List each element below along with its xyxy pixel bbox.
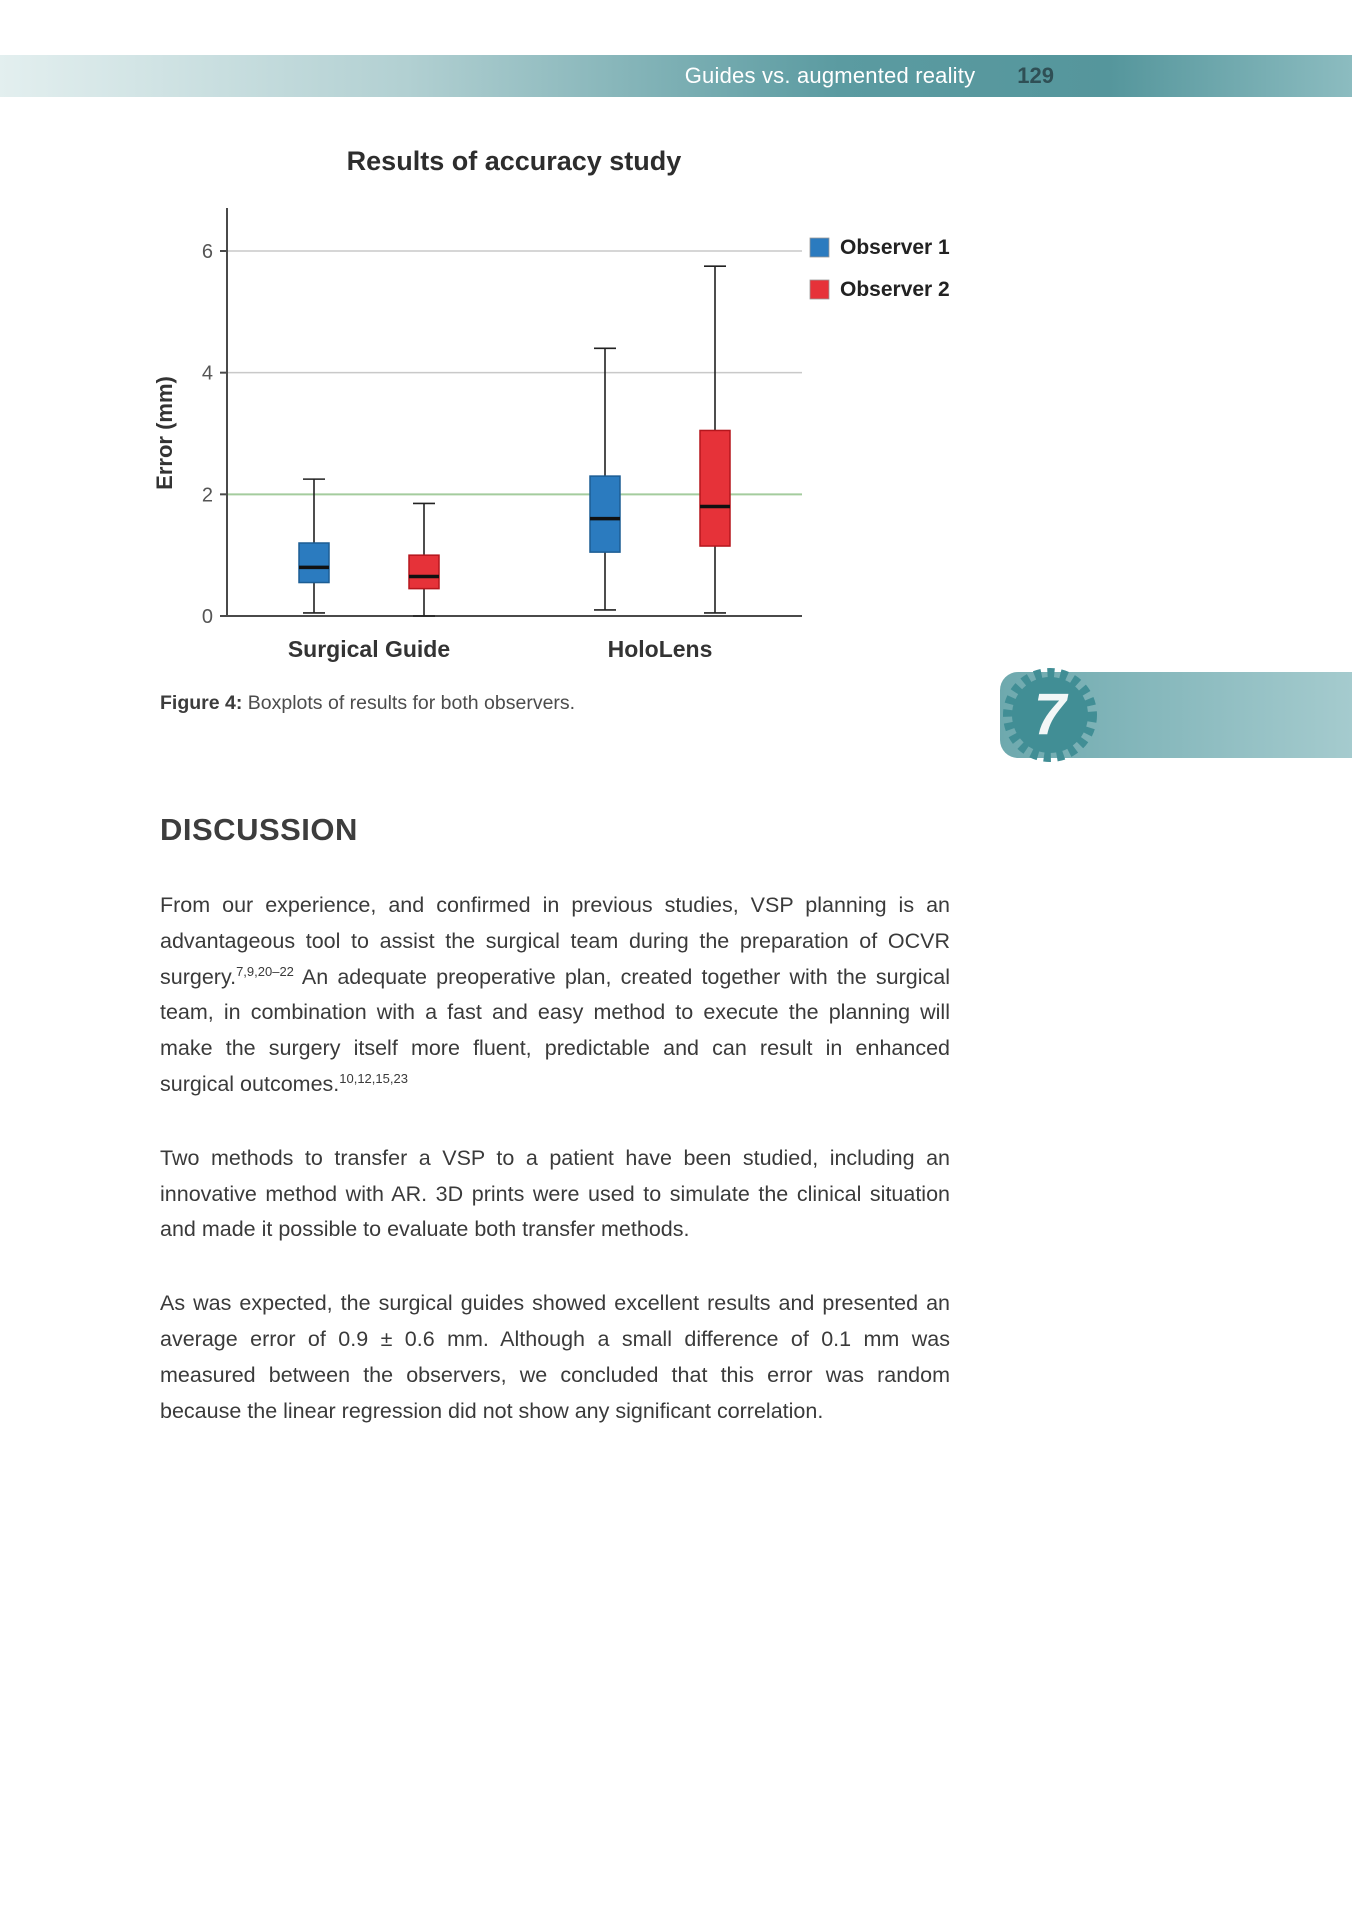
svg-text:Surgical Guide: Surgical Guide <box>287 636 451 662</box>
svg-text:6: 6 <box>201 241 213 263</box>
svg-text:Results of accuracy study: Results of accuracy study <box>346 146 682 176</box>
chapter-gear-icon <box>996 661 1104 769</box>
figure-caption-text: Boxplots of results for both observers. <box>242 692 576 714</box>
chapter-tab <box>1000 672 1352 758</box>
paragraph: Two methods to transfer a VSP to a patient have been studied, including an innovative method with AR. 3D prints were used to simulate the clinical situation and made it possible to evaluate both transfer methods. <box>160 1145 950 1242</box>
figure-caption <box>160 692 860 715</box>
figure-caption-label: Figure 4: <box>160 692 243 714</box>
boxplot-svg <box>152 138 962 683</box>
svg-text:4: 4 <box>201 362 213 385</box>
running-title: Guides vs. augmented reality <box>684 63 976 88</box>
svg-text:Observer 1: Observer 1 <box>840 236 950 259</box>
page-number: 129 <box>1017 63 1054 88</box>
header-bar <box>0 55 1352 97</box>
chapter-number: 7 <box>1033 682 1067 747</box>
svg-text:HoloLens: HoloLens <box>607 636 713 662</box>
svg-text:0: 0 <box>201 606 213 628</box>
paragraph: As was expected, the surgical guides showed excellent results and presented an average error of 0.9 ± 0.6 mm. Although a small difference of 0.1 mm was measured between the observers, we concluded that this error was random because the linear regression did not show any significant correlation. <box>160 1291 950 1423</box>
discussion-body <box>160 888 950 1467</box>
paragraph: From our experience, and confirmed in previous studies, VSP planning is an advantageous tool to assist the surgical team during the preparation of OCVR surgery.$^{7,9,20-22}$ An adequate preoperative plan, created together with the surgical team, in combination with a fast and easy method to execute the planning will make the surgery itself more fluent, predictable and can result in enhanced surgical outcomes.$^{10,12,15,23}$ <box>160 893 950 1096</box>
section-heading: DISCUSSION <box>160 812 358 847</box>
svg-text:2: 2 <box>201 484 213 507</box>
svg-text:Error (mm): Error (mm) <box>152 376 177 490</box>
figure-boxplot <box>152 138 962 683</box>
svg-text:Observer 2: Observer 2 <box>840 278 950 301</box>
